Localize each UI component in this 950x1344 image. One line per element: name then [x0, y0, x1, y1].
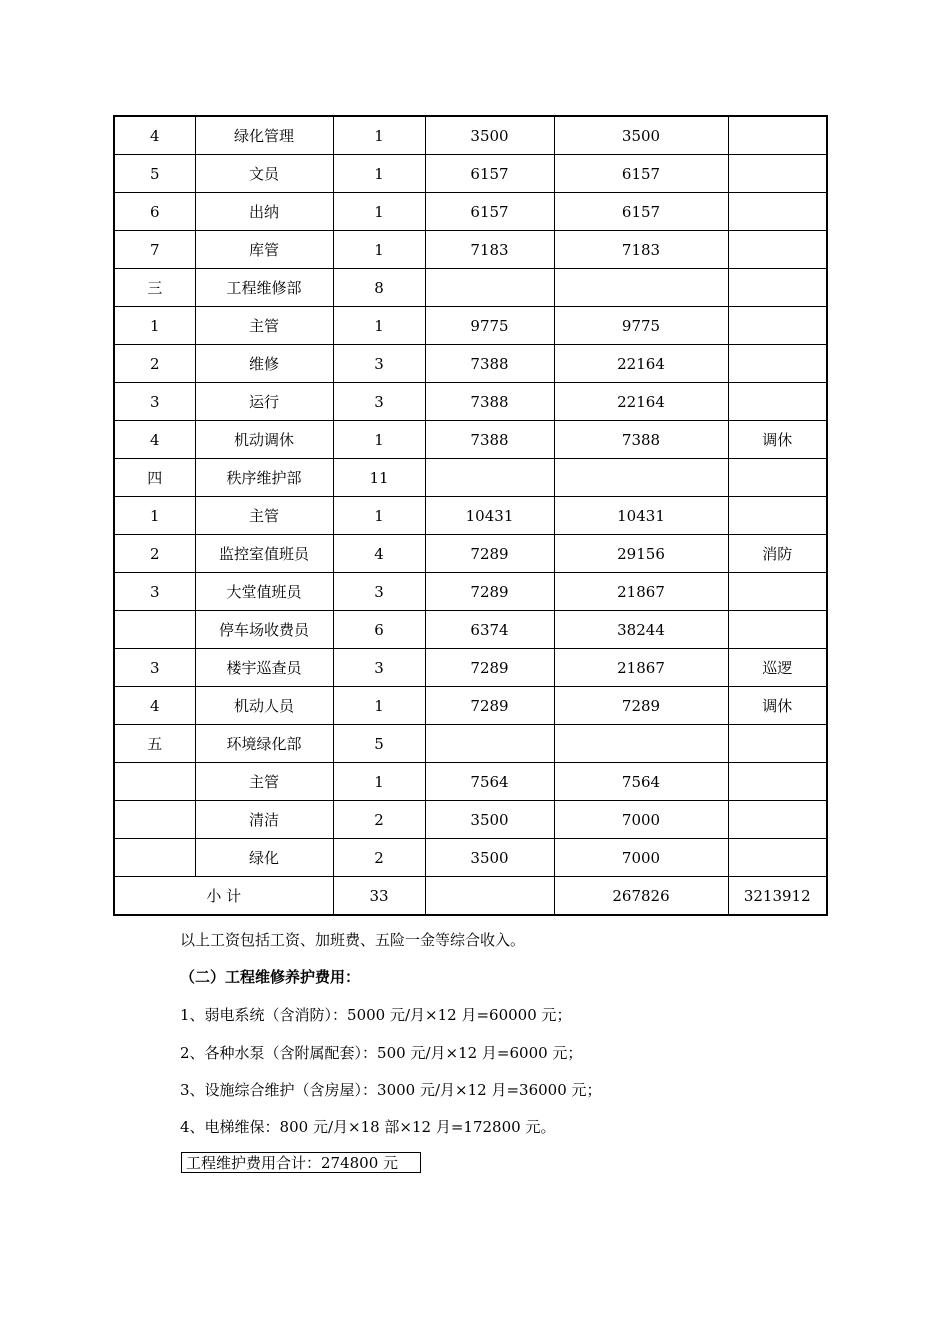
item-name-cell: 环境绿化部: [195, 725, 333, 763]
table-body: [114, 116, 827, 877]
monthly-total-cell: 22164: [554, 345, 728, 383]
remark-cell: [728, 269, 827, 307]
unit-salary-cell: 7289: [425, 687, 554, 725]
cost-item-3: 3、设施综合维护（含房屋）：3000 元/月×12 月=36000 元；: [180, 1081, 602, 1099]
unit-salary-cell: 3500: [425, 839, 554, 877]
item-name-cell: 机动人员: [195, 687, 333, 725]
row-index-cell: [114, 839, 195, 877]
headcount-cell: 1: [333, 155, 425, 193]
item-name-cell: 大堂值班员: [195, 573, 333, 611]
remark-cell: [728, 383, 827, 421]
row-index-cell: 1: [114, 307, 195, 345]
item-name-cell: 主管: [195, 307, 333, 345]
remark-cell: 巡逻: [728, 649, 827, 687]
monthly-total-cell: 10431: [554, 497, 728, 535]
row-index-cell: 1: [114, 497, 195, 535]
cost-item-2: 2、各种水泵（含附属配套）：500 元/月×12 月=6000 元；: [180, 1044, 583, 1062]
unit-salary-cell: 7564: [425, 763, 554, 801]
headcount-cell: 1: [333, 497, 425, 535]
monthly-total-cell: [554, 725, 728, 763]
remark-cell: [728, 763, 827, 801]
table-row: [114, 573, 827, 611]
monthly-total-cell: 22164: [554, 383, 728, 421]
table-row: [114, 421, 827, 459]
subtotal-label: 小 计: [114, 877, 333, 916]
remark-cell: [728, 801, 827, 839]
monthly-total-cell: 21867: [554, 649, 728, 687]
salary-note: 以上工资包括工资、加班费、五险一金等综合收入。: [180, 931, 526, 949]
subtotal-monthly: 267826: [554, 877, 728, 916]
table-row: [114, 345, 827, 383]
monthly-total-cell: 7000: [554, 801, 728, 839]
monthly-total-cell: [554, 459, 728, 497]
table-row: [114, 687, 827, 725]
row-index-cell: 5: [114, 155, 195, 193]
item-name-cell: 出纳: [195, 193, 333, 231]
subtotal-row: [114, 877, 827, 916]
headcount-cell: 3: [333, 383, 425, 421]
unit-salary-cell: [425, 269, 554, 307]
item-name-cell: 停车场收费员: [195, 611, 333, 649]
monthly-total-cell: 3500: [554, 116, 728, 155]
headcount-cell: 3: [333, 573, 425, 611]
headcount-cell: 1: [333, 231, 425, 269]
headcount-cell: 11: [333, 459, 425, 497]
item-name-cell: 运行: [195, 383, 333, 421]
monthly-total-cell: 6157: [554, 155, 728, 193]
row-index-cell: 四: [114, 459, 195, 497]
monthly-total-cell: 21867: [554, 573, 728, 611]
row-index-cell: 2: [114, 345, 195, 383]
remark-cell: [728, 307, 827, 345]
unit-salary-cell: 7289: [425, 573, 554, 611]
staff-cost-table: [113, 115, 828, 916]
unit-salary-cell: [425, 459, 554, 497]
headcount-cell: 6: [333, 611, 425, 649]
row-index-cell: 4: [114, 421, 195, 459]
unit-salary-cell: 7388: [425, 421, 554, 459]
headcount-cell: 8: [333, 269, 425, 307]
item-name-cell: 监控室值班员: [195, 535, 333, 573]
headcount-cell: 1: [333, 763, 425, 801]
unit-salary-cell: 6157: [425, 193, 554, 231]
table-row: [114, 839, 827, 877]
subtotal-price: [425, 877, 554, 916]
item-name-cell: 库管: [195, 231, 333, 269]
row-index-cell: 3: [114, 649, 195, 687]
monthly-total-cell: [554, 269, 728, 307]
headcount-cell: 1: [333, 307, 425, 345]
table-row: [114, 801, 827, 839]
headcount-cell: 2: [333, 801, 425, 839]
row-index-cell: 三: [114, 269, 195, 307]
remark-cell: [728, 725, 827, 763]
table-row: [114, 725, 827, 763]
subtotal-annual: 3213912: [728, 877, 827, 916]
monthly-total-cell: 7289: [554, 687, 728, 725]
remark-cell: [728, 611, 827, 649]
table-row: [114, 763, 827, 801]
row-index-cell: 3: [114, 383, 195, 421]
headcount-cell: 4: [333, 535, 425, 573]
unit-salary-cell: 7289: [425, 535, 554, 573]
item-name-cell: 主管: [195, 763, 333, 801]
headcount-cell: 1: [333, 193, 425, 231]
unit-salary-cell: 3500: [425, 801, 554, 839]
row-index-cell: 五: [114, 725, 195, 763]
row-index-cell: 2: [114, 535, 195, 573]
headcount-cell: 1: [333, 116, 425, 155]
row-index-cell: [114, 611, 195, 649]
table-row: [114, 231, 827, 269]
unit-salary-cell: 6374: [425, 611, 554, 649]
remark-cell: [728, 345, 827, 383]
remark-cell: [728, 116, 827, 155]
headcount-cell: 5: [333, 725, 425, 763]
monthly-total-cell: 7564: [554, 763, 728, 801]
item-name-cell: 主管: [195, 497, 333, 535]
table-row: [114, 459, 827, 497]
remark-cell: [728, 459, 827, 497]
subtotal-count: 33: [333, 877, 425, 916]
maintenance-total-box: 工程维护费用合计：274800 元: [181, 1152, 421, 1173]
remark-cell: [728, 231, 827, 269]
table-row: [114, 116, 827, 155]
item-name-cell: 工程维修部: [195, 269, 333, 307]
unit-salary-cell: 7388: [425, 383, 554, 421]
monthly-total-cell: 7388: [554, 421, 728, 459]
remark-cell: [728, 155, 827, 193]
unit-salary-cell: 10431: [425, 497, 554, 535]
monthly-total-cell: 38244: [554, 611, 728, 649]
monthly-total-cell: 9775: [554, 307, 728, 345]
monthly-total-cell: 7000: [554, 839, 728, 877]
row-index-cell: 4: [114, 116, 195, 155]
unit-salary-cell: 6157: [425, 155, 554, 193]
item-name-cell: 清洁: [195, 801, 333, 839]
remark-cell: [728, 839, 827, 877]
item-name-cell: 机动调休: [195, 421, 333, 459]
cost-item-4: 4、电梯维保：800 元/月×18 部×12 月=172800 元。: [180, 1118, 556, 1136]
item-name-cell: 文员: [195, 155, 333, 193]
table-row: [114, 497, 827, 535]
table-row: [114, 269, 827, 307]
item-name-cell: 绿化管理: [195, 116, 333, 155]
headcount-cell: 1: [333, 421, 425, 459]
remark-cell: [728, 497, 827, 535]
row-index-cell: [114, 801, 195, 839]
unit-salary-cell: 9775: [425, 307, 554, 345]
row-index-cell: 7: [114, 231, 195, 269]
remark-cell: 调休: [728, 687, 827, 725]
item-name-cell: 楼宇巡查员: [195, 649, 333, 687]
row-index-cell: 6: [114, 193, 195, 231]
table-row: [114, 611, 827, 649]
unit-salary-cell: 7388: [425, 345, 554, 383]
row-index-cell: [114, 763, 195, 801]
row-index-cell: 3: [114, 573, 195, 611]
table-row: [114, 649, 827, 687]
headcount-cell: 2: [333, 839, 425, 877]
headcount-cell: 3: [333, 649, 425, 687]
section-heading: （二）工程维修养护费用：: [180, 968, 361, 986]
item-name-cell: 绿化: [195, 839, 333, 877]
remark-cell: 调休: [728, 421, 827, 459]
remark-cell: 消防: [728, 535, 827, 573]
table-row: [114, 535, 827, 573]
cost-item-1: 1、弱电系统（含消防）：5000 元/月×12 月=60000 元；: [180, 1006, 572, 1024]
item-name-cell: 维修: [195, 345, 333, 383]
unit-salary-cell: 7289: [425, 649, 554, 687]
unit-salary-cell: [425, 725, 554, 763]
row-index-cell: 4: [114, 687, 195, 725]
monthly-total-cell: 7183: [554, 231, 728, 269]
headcount-cell: 3: [333, 345, 425, 383]
remark-cell: [728, 573, 827, 611]
item-name-cell: 秩序维护部: [195, 459, 333, 497]
table-row: [114, 193, 827, 231]
unit-salary-cell: 3500: [425, 116, 554, 155]
table-row: [114, 155, 827, 193]
remark-cell: [728, 193, 827, 231]
monthly-total-cell: 6157: [554, 193, 728, 231]
table-row: [114, 307, 827, 345]
unit-salary-cell: 7183: [425, 231, 554, 269]
table-row: [114, 383, 827, 421]
monthly-total-cell: 29156: [554, 535, 728, 573]
headcount-cell: 1: [333, 687, 425, 725]
